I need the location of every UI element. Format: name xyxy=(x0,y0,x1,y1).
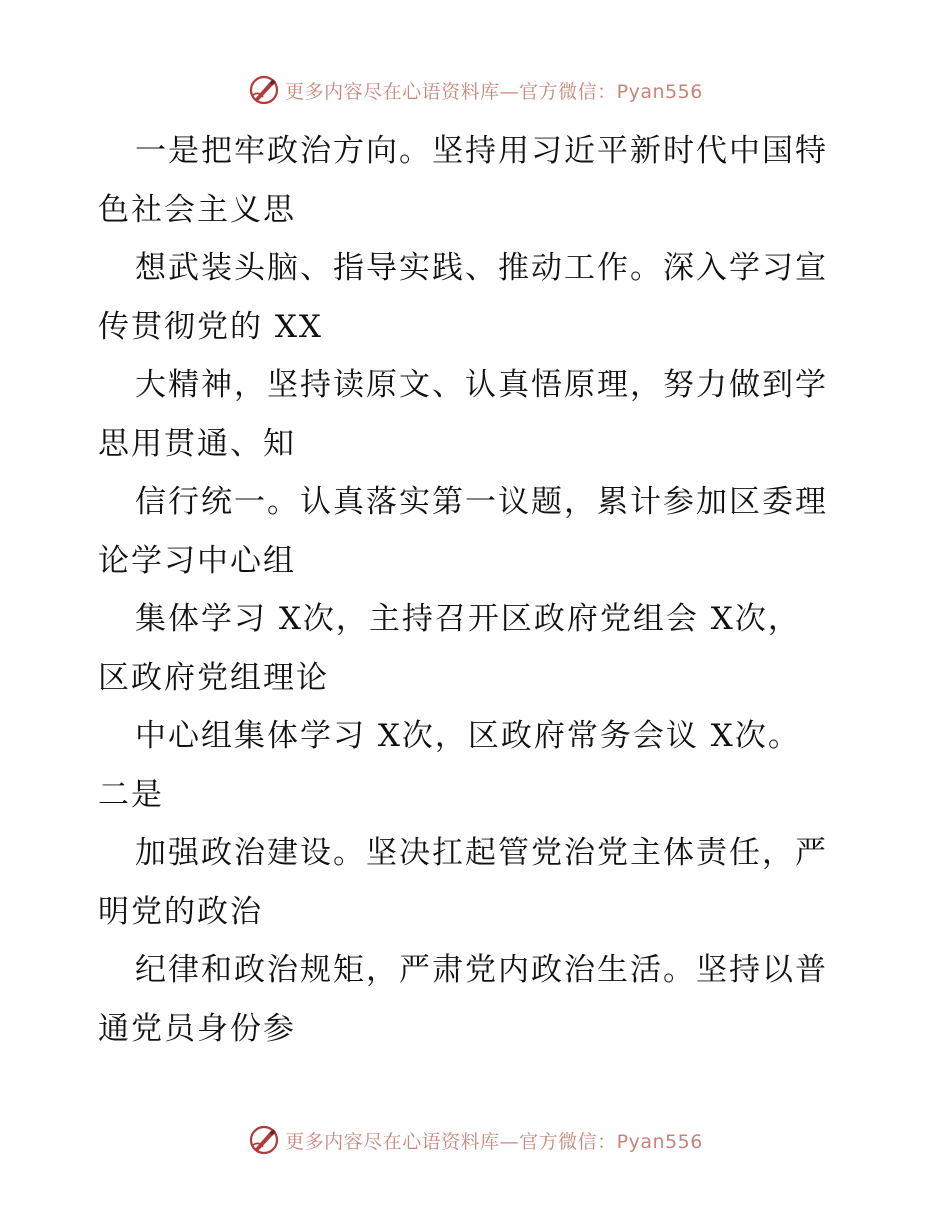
text-line-12: 二是 xyxy=(98,776,164,813)
footer-text xyxy=(285,1127,703,1154)
text-line-2: 色社会主义思 xyxy=(98,191,296,228)
header-contact: Pyan556 xyxy=(616,80,703,103)
footer-banner xyxy=(0,1120,950,1160)
text-line-3: 想武装头脑、指导实践、推动工作。深入学习宣 xyxy=(135,250,828,286)
pen-logo-icon xyxy=(247,73,281,107)
text-line-14: 明党的政治 xyxy=(98,893,263,930)
text-line-16: 通党员身份参 xyxy=(98,1010,296,1047)
header-label: 更多内容尽在心语资料库—官方微信： xyxy=(285,80,617,103)
footer-label: 更多内容尽在心语资料库—官方微信： xyxy=(285,1130,617,1153)
document-body xyxy=(98,122,858,1058)
text-line-4: 传贯彻党的 XX xyxy=(98,308,323,345)
text-line-1: 一是把牢政治方向。坚持用习近平新时代中国特 xyxy=(135,133,828,169)
text-line-5: 大精神，坚持读原文、认真悟原理，努力做到学 xyxy=(135,367,828,403)
footer-contact: Pyan556 xyxy=(616,1130,703,1153)
header-text xyxy=(285,77,703,104)
text-line-10: 区政府党组理论 xyxy=(98,659,329,696)
pen-logo-icon xyxy=(247,1123,281,1157)
text-line-8: 论学习中心组 xyxy=(98,542,296,579)
text-line-9: 集体学习 X次，主持召开区政府党组会 X次， xyxy=(135,601,801,637)
text-line-13: 加强政治建设。坚决扛起管党治党主体责任，严 xyxy=(135,835,828,871)
text-line-15: 纪律和政治规矩，严肃党内政治生活。坚持以普 xyxy=(135,952,828,988)
text-line-7: 信行统一。认真落实第一议题，累计参加区委理 xyxy=(135,484,828,520)
text-line-11: 中心组集体学习 X次，区政府常务会议 X次。 xyxy=(135,718,801,754)
header-banner xyxy=(0,70,950,110)
text-line-6: 思用贯通、知 xyxy=(98,425,296,462)
